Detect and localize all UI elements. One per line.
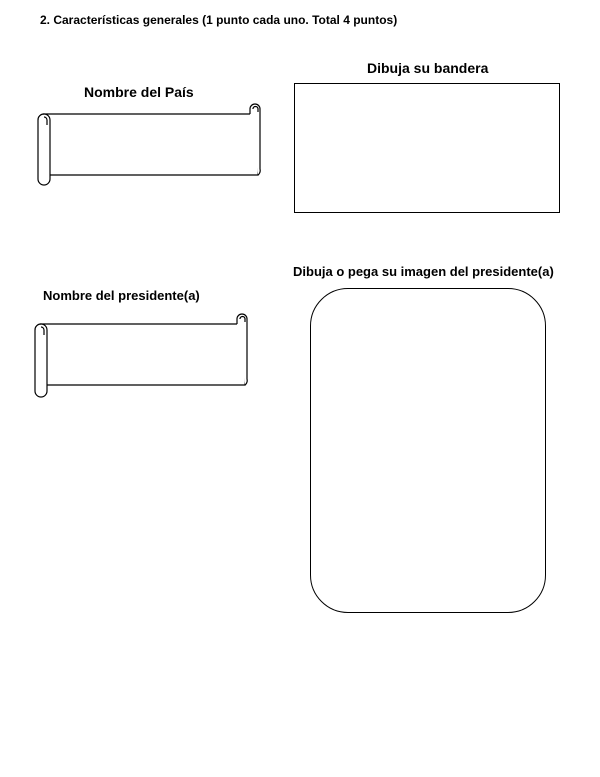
flag-label: Dibuja su bandera <box>367 60 489 76</box>
president-image-label: Dibuja o pega su imagen del presidente(a) <box>293 264 554 279</box>
country-name-label: Nombre del País <box>84 84 194 100</box>
president-name-label: Nombre del presidente(a) <box>43 288 200 303</box>
country-name-scroll-field[interactable] <box>34 103 266 187</box>
section-heading: 2. Características generales (1 punto cada uno. Total 4 puntos) <box>40 13 398 27</box>
president-image-frame[interactable] <box>310 288 546 613</box>
flag-drawing-box[interactable] <box>294 83 560 213</box>
president-name-scroll-field[interactable] <box>31 313 251 399</box>
